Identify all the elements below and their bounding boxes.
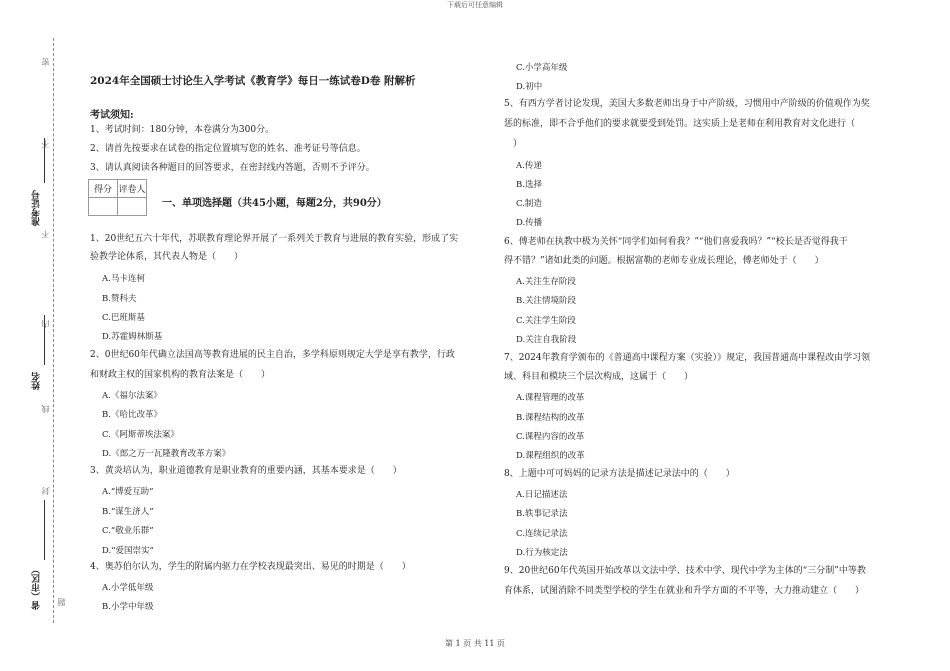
- option: C.《阿斯蒂埃法案》: [102, 430, 179, 440]
- question-stem: 1、20世纪五六十年代，苏联教育理论界开展了一系列关于教育与进展的教育实验，形成了实: [90, 234, 459, 244]
- name-label: 姓名: [32, 372, 42, 390]
- option: C.“敬业乐群”: [102, 526, 154, 536]
- option: C.制造: [516, 199, 542, 209]
- option: B.关注情境阶段: [516, 296, 576, 306]
- seal-char: 封: [41, 487, 50, 495]
- question-stem: 育体系，试图消除不同类型学校的学生在就业和升学方面的不平等，大力推动建立（ ）: [504, 586, 865, 596]
- option: A.“博爱互助”: [102, 487, 154, 497]
- page-footer: 第 1 页 共 11 页: [445, 639, 505, 648]
- option: D.初中: [516, 82, 543, 92]
- score-label: 得分: [89, 180, 118, 198]
- option: D.课程组织的改革: [516, 451, 585, 461]
- seal-char: 密: [41, 58, 50, 66]
- notice-item: 2、请首先按要求在试卷的指定位置填写您的姓名、准考证号等信息。: [90, 144, 366, 154]
- seal-char: 线: [41, 405, 50, 413]
- grader-cell: [118, 198, 147, 216]
- question-stem: ）: [504, 139, 523, 149]
- question-stem: 得不错？”诸如此类的问题。根据富勒的老师专业成长理论，傅老师处于（ ）: [504, 256, 824, 266]
- option: B.“谋生济人”: [102, 507, 154, 517]
- region-label: 省（市区）: [32, 565, 42, 610]
- option: A.关注生存阶段: [516, 277, 576, 287]
- option: B.赞科夫: [102, 294, 137, 304]
- option: B.课程结构的改革: [516, 413, 585, 423]
- option: C.小学高年级: [516, 63, 568, 73]
- header-note: 下载后可任意编辑: [447, 1, 503, 9]
- question-stem: 6、傅老师在执教中极为关怀“同学们如何看我？”“他们喜爱我吗？”“校长是否觉得我干: [504, 237, 848, 247]
- exam-id-label: 准考证号: [32, 190, 42, 226]
- question-stem: 5、有西方学者讨论发现，美国大多数老师出身于中产阶级，习惯用中产阶级的价值观作为奖: [504, 99, 870, 109]
- score-table: [88, 179, 147, 216]
- page-title: 2024年全国硕士讨论生入学考试《教育学》每日一练试卷D卷 附解析: [90, 75, 416, 87]
- question-stem: 8、上题中可可妈妈的记录方法是描述记录法中的（ ）: [504, 469, 735, 479]
- question-stem: 验教学论体系，其代表人物是（ ）: [90, 252, 244, 262]
- exam-id-blank: [44, 138, 45, 183]
- grader-label: 评卷人: [118, 180, 147, 198]
- score-cell: [89, 198, 118, 216]
- notice-heading: 考试须知:: [90, 110, 134, 121]
- option: B.选择: [516, 180, 542, 190]
- option: D.行为核定法: [516, 548, 568, 558]
- option: C.课程内容的改革: [516, 432, 585, 442]
- option: C.关注学生阶段: [516, 316, 576, 326]
- seal-line: [53, 38, 54, 623]
- name-blank: [44, 315, 45, 365]
- seal-char: 题: [57, 598, 66, 606]
- option: A.日记描述法: [516, 490, 568, 500]
- option: D.苏霍姆林斯基: [102, 332, 163, 342]
- notice-item: 1、考试时间：180分钟，本卷满分为300分。: [90, 125, 275, 135]
- question-stem: 9、20世纪60年代英国开始改革以文法中学、技术中学、现代中学为主体的“三分制”中等教: [504, 566, 866, 576]
- question-stem: 惩的标准，即不合乎他们的要求就要受到处罚。这实质上是老师在利用教育对文化进行（: [504, 119, 856, 129]
- question-stem: 和财政主权的国家机构的教育法案是（ ）: [90, 370, 271, 380]
- option: D.关注自我阶段: [516, 335, 577, 345]
- option: C.巴班斯基: [102, 313, 145, 323]
- option: A.小学低年级: [102, 583, 154, 593]
- seal-char: 内: [41, 320, 50, 328]
- option: A.《福尔法案》: [102, 391, 162, 401]
- notice-item: 3、请认真阅读各种题目的回答要求，在密封线内答题，否则不予评分。: [90, 163, 375, 173]
- option: D.传播: [516, 218, 543, 228]
- question-stem: 4、奥苏伯尔认为，学生的附属内驱力在学校表现最突出、易见的时期是（ ）: [90, 562, 411, 572]
- section-heading: 一、单项选择题（共45小题，每题2分，共90分）: [162, 198, 387, 209]
- region-blank: [44, 500, 45, 560]
- option: D.“爱国崇实”: [102, 546, 154, 556]
- seal-char: 不: [41, 230, 50, 238]
- option: C.连续记录法: [516, 529, 568, 539]
- question-stem: 3、黄炎培认为，职业道德教育是职业教育的重要内涵，其基本要求是（ ）: [90, 466, 402, 476]
- option: B.小学中年级: [102, 602, 154, 612]
- question-stem: 7、2024年教育学颁布的《普通高中课程方案（实验）》规定，我国普通高中课程改由学习领: [504, 353, 871, 363]
- seal-char: 不: [41, 140, 50, 148]
- question-stem: 域、科目和模块三个层次构成，这属于（ ）: [504, 372, 694, 382]
- option: B.《哈比改革》: [102, 410, 162, 420]
- option: B.轶事记录法: [516, 509, 568, 519]
- option: A.马卡连柯: [102, 274, 145, 284]
- question-stem: 2、0世纪60年代确立法国高等教育进展的民主自治，多学科原则规定大学是享有教学，行政: [90, 350, 455, 360]
- option: A.传递: [516, 161, 542, 171]
- option: A.课程管理的改革: [516, 393, 585, 403]
- option: D.《郎之万一瓦隆教育改革方案》: [102, 449, 231, 459]
